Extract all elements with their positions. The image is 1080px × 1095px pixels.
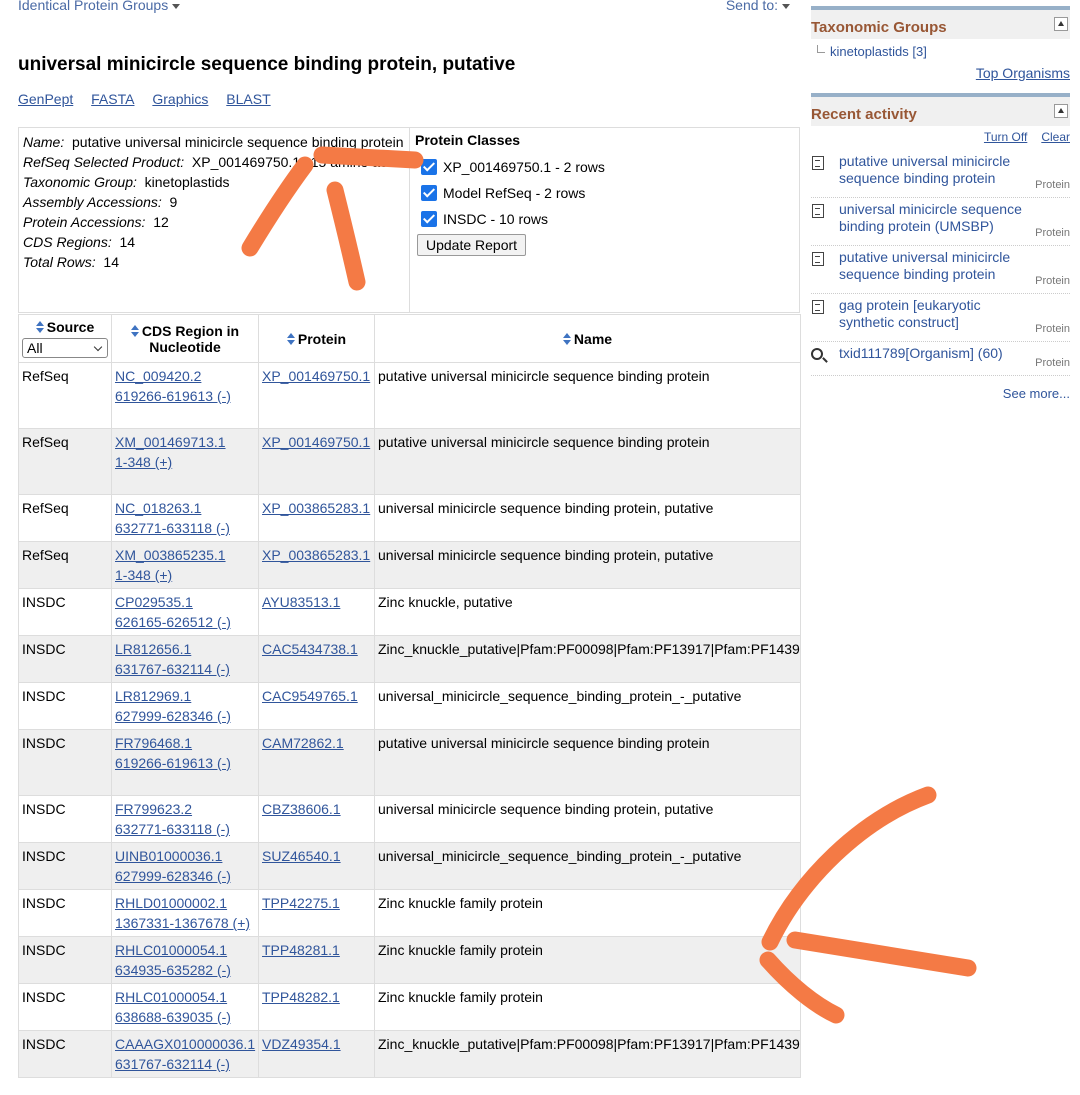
- source-cell: RefSeq: [19, 363, 112, 429]
- name-cell: Zinc_knuckle_putative|Pfam:PF00098|Pfam:PF13917|Pfam:PF1439: [375, 636, 801, 683]
- collapse-icon[interactable]: [1054, 104, 1068, 118]
- taxonomic-groups-title: Taxonomic Groups: [811, 19, 947, 36]
- summary-box: [18, 127, 800, 313]
- table-row: [19, 984, 801, 1031]
- genpept-link[interactable]: GenPept: [18, 91, 74, 107]
- table-row: [19, 495, 801, 542]
- table-row: [19, 589, 801, 636]
- protein-cell: [259, 495, 375, 542]
- protein-link[interactable]: TPP42275.1: [262, 895, 340, 911]
- turn-off-link[interactable]: Turn Off: [983, 130, 1028, 144]
- recent-item-db: Protein: [1035, 179, 1070, 191]
- document-icon: [812, 252, 824, 266]
- cds-cell: [112, 495, 259, 542]
- recent-item[interactable]: [811, 198, 1070, 246]
- nucleotide-link[interactable]: LR812656.1: [115, 641, 192, 657]
- see-more-link[interactable]: See more...: [1002, 386, 1070, 401]
- protein-link[interactable]: CBZ38606.1: [262, 801, 341, 817]
- name-cell: universal minicircle sequence binding protein, putative: [375, 796, 801, 843]
- taxonomic-groups-header: [811, 6, 1070, 39]
- tax-group-label: Taxonomic Group:: [23, 174, 137, 190]
- recent-item-db: Protein: [1035, 275, 1070, 287]
- table-row: [19, 796, 801, 843]
- sort-icon[interactable]: [287, 333, 295, 345]
- protein-header[interactable]: Protein: [259, 315, 375, 363]
- recent-item-link[interactable]: txid111789[Organism] (60): [839, 345, 1003, 361]
- class-checkbox-row[interactable]: [415, 154, 795, 180]
- protein-cell: [259, 683, 375, 730]
- source-cell: INSDC: [19, 683, 112, 730]
- cds-value: 14: [119, 234, 136, 250]
- clear-link[interactable]: Clear: [1041, 130, 1070, 144]
- source-cell: INSDC: [19, 937, 112, 984]
- checkbox-checked[interactable]: [421, 211, 437, 227]
- nucleotide-link[interactable]: RHLD01000002.1: [115, 895, 228, 911]
- cds-range-link[interactable]: 627999-628346 (-): [115, 708, 231, 724]
- source-cell: INSDC: [19, 890, 112, 937]
- name-value: putative universal minicircle sequence binding protein: [72, 134, 404, 150]
- protein-link[interactable]: CAC5434738.1: [262, 641, 358, 657]
- protein-cell: [259, 796, 375, 843]
- table-row: [19, 636, 801, 683]
- protein-link[interactable]: XP_001469750.1: [262, 368, 371, 384]
- nucleotide-link[interactable]: UINB01000036.1: [115, 848, 223, 864]
- nucleotide-link[interactable]: RHLC01000054.1: [115, 989, 228, 1005]
- assembly-label: Assembly Accessions:: [23, 194, 162, 210]
- recent-controls: [811, 130, 1070, 150]
- cds-range-link[interactable]: 626165-626512 (-): [115, 614, 231, 630]
- name-cell: universal_minicircle_sequence_binding_protein_-_putative: [375, 843, 801, 890]
- annotation-arrow-bottom-head1: [795, 940, 968, 968]
- summary-info: [19, 128, 410, 312]
- nucleotide-link[interactable]: CAAAGX010000036.1: [115, 1036, 256, 1052]
- name-cell: putative universal minicircle sequence binding protein: [375, 429, 801, 495]
- cds-range-link[interactable]: 638688-639035 (-): [115, 1009, 231, 1025]
- source-cell: RefSeq: [19, 495, 112, 542]
- tree-elbow-icon: [817, 45, 825, 53]
- tax-group-value: kinetoplastids: [144, 174, 230, 190]
- cds-range-link[interactable]: 627999-628346 (-): [115, 868, 231, 884]
- document-icon: [812, 156, 824, 170]
- protein-link[interactable]: CAM72862.1: [262, 735, 344, 751]
- recent-item[interactable]: [811, 246, 1070, 294]
- cds-cell: [112, 636, 259, 683]
- recent-activity-header: [811, 93, 1070, 126]
- cds-header[interactable]: CDS Region in Nucleotide: [112, 315, 259, 363]
- total-rows-label: Total Rows:: [23, 254, 96, 270]
- source-cell: INSDC: [19, 730, 112, 796]
- class-label: Model RefSeq - 2 rows: [443, 185, 586, 201]
- protein-cell: [259, 890, 375, 937]
- table-row: [19, 363, 801, 429]
- nucleotide-link[interactable]: FR796468.1: [115, 735, 193, 751]
- protein-classes-title: Protein Classes: [415, 132, 521, 148]
- protein-cell: [259, 636, 375, 683]
- top-organisms-link[interactable]: Top Organisms: [975, 65, 1070, 81]
- table-row: [19, 843, 801, 890]
- source-cell: INSDC: [19, 589, 112, 636]
- search-icon: [811, 348, 823, 360]
- update-report-button[interactable]: Update Report: [417, 234, 526, 256]
- refseq-label: RefSeq Selected Product:: [23, 154, 185, 170]
- format-links: [18, 91, 285, 107]
- recent-activity-title: Recent activity: [811, 106, 917, 123]
- recent-item[interactable]: [811, 342, 1070, 376]
- cds-range-link[interactable]: 632771-633118 (-): [115, 520, 230, 536]
- cds-cell: [112, 542, 259, 589]
- cds-range-link[interactable]: 631767-632114 (-): [115, 1056, 230, 1072]
- checkbox-checked[interactable]: [421, 185, 437, 201]
- recent-item[interactable]: [811, 150, 1070, 198]
- name-cell: universal minicircle sequence binding protein, putative: [375, 542, 801, 589]
- document-icon: [812, 300, 824, 314]
- protein-link[interactable]: CAC9549765.1: [262, 688, 358, 704]
- nucleotide-link[interactable]: NC_009420.2: [115, 368, 202, 384]
- protein-link[interactable]: TPP48281.1: [262, 942, 340, 958]
- cds-range-link[interactable]: 634935-635282 (-): [115, 962, 231, 978]
- cds-cell: [112, 796, 259, 843]
- cds-cell: [112, 1031, 259, 1078]
- protein-link[interactable]: XP_003865283.1: [262, 547, 371, 563]
- cds-cell: [112, 683, 259, 730]
- source-cell: INSDC: [19, 796, 112, 843]
- protein-cell: [259, 984, 375, 1031]
- cds-range-link[interactable]: 632771-633118 (-): [115, 821, 230, 837]
- source-cell: INSDC: [19, 984, 112, 1031]
- class-checkbox-row[interactable]: [415, 180, 795, 206]
- cds-cell: [112, 937, 259, 984]
- nucleotide-link[interactable]: RHLC01000054.1: [115, 942, 228, 958]
- top-bar: [18, 0, 800, 22]
- class-checkbox-row[interactable]: [415, 206, 795, 232]
- source-cell: RefSeq: [19, 429, 112, 495]
- main-content: [18, 0, 800, 1072]
- nucleotide-link[interactable]: NC_018263.1: [115, 500, 202, 516]
- source-header[interactable]: Source All: [19, 315, 112, 363]
- cds-cell: [112, 429, 259, 495]
- name-header[interactable]: Name: [375, 315, 801, 363]
- name-cell: universal minicircle sequence binding protein, putative: [375, 495, 801, 542]
- recent-activity-panel: [811, 93, 1070, 401]
- collapse-icon[interactable]: [1054, 17, 1068, 31]
- cds-cell: [112, 730, 259, 796]
- nucleotide-link[interactable]: CP029535.1: [115, 594, 193, 610]
- recent-list: [811, 150, 1070, 376]
- recent-item-db: Protein: [1035, 323, 1070, 335]
- table-row: [19, 542, 801, 589]
- sort-icon[interactable]: [563, 333, 571, 345]
- source-cell: INSDC: [19, 636, 112, 683]
- protein-link[interactable]: TPP48282.1: [262, 989, 340, 1005]
- document-icon: [812, 204, 824, 218]
- protein-cell: [259, 429, 375, 495]
- source-filter-select[interactable]: All: [22, 338, 108, 358]
- dropdown-arrow-icon: [172, 4, 180, 9]
- name-cell: putative universal minicircle sequence binding protein: [375, 363, 801, 429]
- send-to-menu[interactable]: Send to:: [726, 0, 790, 13]
- protein-link[interactable]: SUZ46540.1: [262, 848, 341, 864]
- protein-cell: [259, 363, 375, 429]
- table-row: [19, 429, 801, 495]
- cds-cell: [112, 984, 259, 1031]
- refseq-value: XP_001469750.1 115 amino acids: [191, 154, 405, 170]
- nucleotide-link[interactable]: XM_003865235.1: [115, 547, 226, 563]
- protein-acc-label: Protein Accessions:: [23, 214, 146, 230]
- sort-icon[interactable]: [36, 321, 44, 333]
- protein-link[interactable]: VDZ49354.1: [262, 1036, 341, 1052]
- table-row: [19, 937, 801, 984]
- cds-cell: [112, 843, 259, 890]
- graphics-link[interactable]: Graphics: [152, 91, 209, 107]
- checkbox-checked[interactable]: [421, 159, 437, 175]
- fasta-link[interactable]: FASTA: [91, 91, 135, 107]
- nucleotide-link[interactable]: LR812969.1: [115, 688, 192, 704]
- name-cell: Zinc knuckle family protein: [375, 890, 801, 937]
- table-row: [19, 1031, 801, 1078]
- table-row: [19, 730, 801, 796]
- protein-cell: [259, 937, 375, 984]
- blast-link[interactable]: BLAST: [226, 91, 271, 107]
- protein-link[interactable]: AYU83513.1: [262, 594, 341, 610]
- protein-acc-value: 12: [153, 214, 169, 230]
- protein-link[interactable]: XP_001469750.1: [262, 434, 371, 450]
- protein-cell: [259, 589, 375, 636]
- cds-cell: [112, 363, 259, 429]
- cds-range-link[interactable]: 1367331-1367678 (+): [115, 915, 251, 931]
- source-cell: INSDC: [19, 843, 112, 890]
- name-cell: Zinc knuckle family protein: [375, 937, 801, 984]
- protein-cell: [259, 843, 375, 890]
- name-cell: Zinc knuckle, putative: [375, 589, 801, 636]
- name-cell: putative universal minicircle sequence binding protein: [375, 730, 801, 796]
- assembly-value: 9: [169, 194, 178, 210]
- recent-item-link[interactable]: universal minicircle sequence binding protein (UMSBP): [839, 201, 1022, 234]
- name-cell: universal_minicircle_sequence_binding_protein_-_putative: [375, 683, 801, 730]
- protein-cell: [259, 730, 375, 796]
- cds-cell: [112, 890, 259, 937]
- recent-item-link[interactable]: gag protein [eukaryotic synthetic construct]: [839, 297, 981, 330]
- table-row: [19, 683, 801, 730]
- cds-range-link[interactable]: 1-348 (+): [115, 567, 173, 583]
- source-cell: RefSeq: [19, 542, 112, 589]
- cds-range-link[interactable]: 619266-619613 (-): [115, 388, 231, 404]
- source-cell: INSDC: [19, 1031, 112, 1078]
- class-label: INSDC - 10 rows: [443, 211, 549, 227]
- cds-range-link[interactable]: 631767-632114 (-): [115, 661, 230, 677]
- results-table: [18, 314, 801, 1078]
- recent-item[interactable]: [811, 294, 1070, 342]
- cds-cell: [112, 589, 259, 636]
- dropdown-arrow-icon: [782, 4, 790, 9]
- recent-item-db: Protein: [1035, 357, 1070, 369]
- cds-range-link[interactable]: 619266-619613 (-): [115, 755, 231, 771]
- sort-icon[interactable]: [131, 325, 139, 337]
- total-rows-value: 14: [103, 254, 119, 270]
- name-cell: Zinc knuckle family protein: [375, 984, 801, 1031]
- recent-item-link[interactable]: putative universal minicircle sequence binding protein: [839, 153, 1011, 186]
- recent-item-db: Protein: [1035, 227, 1070, 239]
- database-menu[interactable]: Identical Protein Groups: [18, 0, 180, 13]
- protein-classes: [411, 128, 799, 312]
- class-label: XP_001469750.1 - 2 rows: [443, 159, 605, 175]
- protein-link[interactable]: XP_003865283.1: [262, 500, 371, 516]
- name-cell: Zinc_knuckle_putative|Pfam:PF00098|Pfam:PF13917|Pfam:PF1439: [375, 1031, 801, 1078]
- protein-cell: [259, 1031, 375, 1078]
- recent-item-link[interactable]: putative universal minicircle sequence binding protein: [839, 249, 1011, 282]
- results-body: [19, 363, 801, 1078]
- nucleotide-link[interactable]: XM_001469713.1: [115, 434, 226, 450]
- tax-group-item[interactable]: kinetoplastids [3]: [817, 44, 927, 59]
- nucleotide-link[interactable]: FR799623.2: [115, 801, 193, 817]
- cds-range-link[interactable]: 1-348 (+): [115, 454, 173, 470]
- cds-label: CDS Regions:: [23, 234, 112, 250]
- protein-cell: [259, 542, 375, 589]
- name-label: Name:: [23, 134, 65, 150]
- table-row: [19, 890, 801, 937]
- page-title: universal minicircle sequence binding protein, putative: [18, 54, 516, 75]
